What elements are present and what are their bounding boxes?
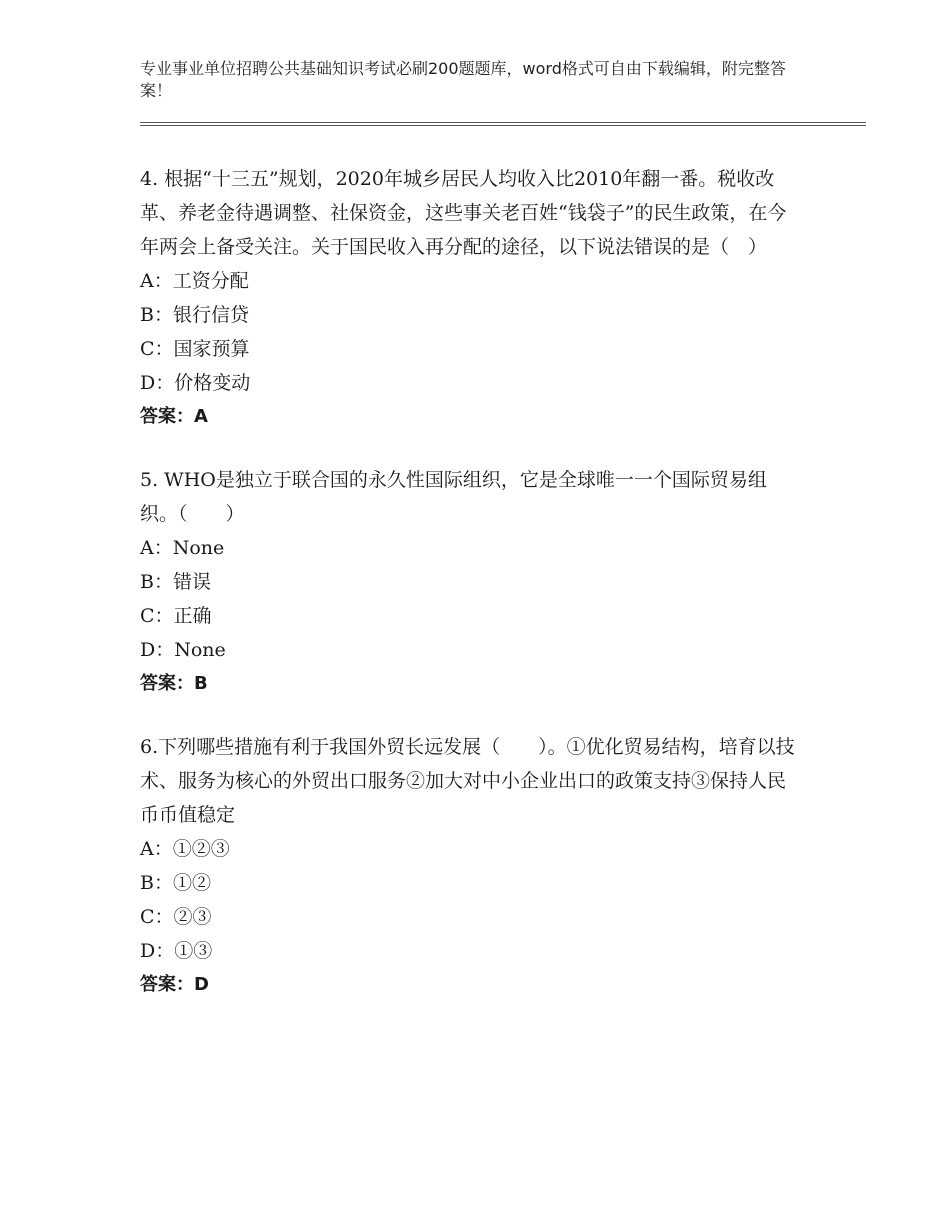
option-a: A：①②③ <box>140 838 230 860</box>
option-c: C：国家预算 <box>140 338 250 360</box>
option-b: B：①② <box>140 872 211 894</box>
document-header <box>140 58 800 102</box>
header-divider-top <box>140 122 866 123</box>
question-list <box>140 162 800 1031</box>
option-a: A：None <box>140 537 225 559</box>
option-d: D：None <box>140 639 226 661</box>
option-d: D：①③ <box>140 940 213 962</box>
question-stem: 5. WHO是独立于联合国的永久性国际组织，它是全球唯一一个国际贸易组织。（ ） <box>140 469 767 525</box>
option-a: A：工资分配 <box>140 270 249 292</box>
question-stem: 4. 根据“十三五”规划，2020年城乡居民人均收入比2010年翻一番。税收改革、养老金待遇调整、社保资金，这些事关老百姓“钱袋子”的民生政策，在今年两会上备受关注。关于国民收入再分配的途径，以下说法错误的是（ ） <box>140 168 787 258</box>
answer-label: 答案：A <box>140 406 208 427</box>
answer-label: 答案：B <box>140 673 208 694</box>
option-c: C：正确 <box>140 605 212 627</box>
option-c: C：②③ <box>140 906 212 928</box>
question-6 <box>140 730 800 1002</box>
answer-label: 答案：D <box>140 974 209 995</box>
header-divider-bottom <box>140 125 866 126</box>
option-d: D：价格变动 <box>140 372 251 394</box>
question-stem: 6.下列哪些措施有利于我国外贸长远发展（ ）。①优化贸易结构，培育以技术、服务为核心的外贸出口服务②加大对中小企业出口的政策支持③保持人民币币值稳定 <box>140 736 795 826</box>
header-title: 专业事业单位招聘公共基础知识考试必刷200题题库，word格式可自由下载编辑，附完整答案！ <box>140 59 786 100</box>
option-b: B：银行信贷 <box>140 304 249 326</box>
question-4 <box>140 162 800 434</box>
question-5 <box>140 463 800 701</box>
option-b: B：错误 <box>140 571 211 593</box>
